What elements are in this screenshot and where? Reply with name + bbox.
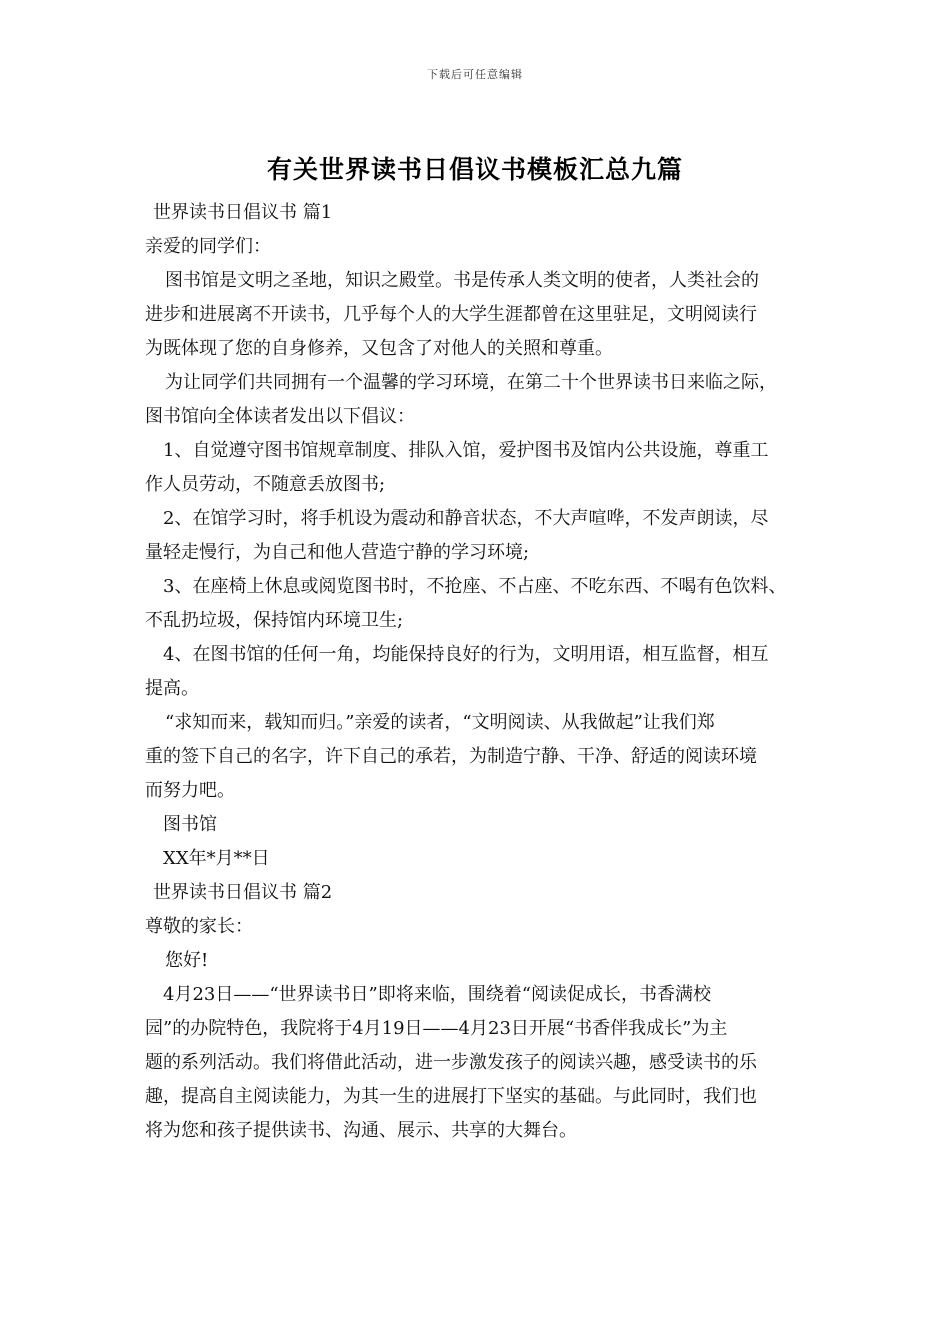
paragraph-line: 为既体现了您的自身修养，又包含了对他人的关照和尊重。 [145,338,613,359]
list-item-line: 2、在馆学习时，将手机设为震动和静音状态，不大声喧哗，不发声朗读，尽 [163,508,769,529]
signature-org: 图书馆 [163,814,217,835]
paragraph-line: 重的签下自己的名字，许下自己的承若，为制造宁静、干净、舒适的阅读环境 [145,746,757,767]
paragraph-line: 4月23日——“世界读书日”即将来临，围绕着“阅读促成长，书香满校 [163,984,711,1005]
list-item-line: 4、在图书馆的任何一角，均能保持良好的行为，文明用语，相互监督，相互 [163,644,769,665]
paragraph-line: 图书馆向全体读者发出以下倡议： [145,406,415,427]
list-item-line: 提高。 [145,678,199,699]
list-item-line: 不乱扔垃圾，保持馆内环境卫生; [145,610,404,631]
document-title: 有关世界读书日倡议书模板汇总九篇 [266,155,683,184]
list-item-line: 3、在座椅上休息或阅览图书时，不抢座、不占座、不吃东西、不喝有色饮料、 [163,576,787,597]
paragraph-line: 而努力吧。 [145,780,235,801]
header-note: 下载后可任意编辑 [427,68,523,81]
list-item-line: 量轻走慢行，为自己和他人营造宁静的学习环境; [145,542,530,563]
paragraph-line: 将为您和孩子提供读书、沟通、展示、共享的大舞台。 [145,1120,577,1141]
greeting: 您好! [165,950,209,971]
paragraph-line: 图书馆是文明之圣地，知识之殿堂。书是传承人类文明的使者，人类社会的 [165,270,759,291]
paragraph-line: 趣，提高自主阅读能力，为其一生的进展打下坚实的基础。与此同时，我们也 [145,1086,757,1107]
paragraph-line: 题的系列活动。我们将借此活动，进一步激发孩子的阅读兴趣，感受读书的乐 [145,1052,757,1073]
section-heading: 世界读书日倡议书 篇1 [153,202,333,223]
paragraph-line: 园”的办院特色，我院将于4月19日——4月23日开展“书香伴我成长”为主 [145,1018,728,1039]
document-body [145,196,815,1148]
salutation: 亲爱的同学们： [145,236,271,257]
paragraph-line: 为让同学们共同拥有一个温馨的学习环境，在第二十个世界读书日来临之际， [165,372,777,393]
paragraph-line: “求知而来，载知而归。”亲爱的读者，“文明阅读、从我做起”让我们郑 [165,712,715,733]
section-heading: 世界读书日倡议书 篇2 [153,882,333,903]
signature-date: XX年*月**日 [163,848,270,869]
list-item-line: 作人员劳动，不随意丢放图书; [145,474,386,495]
list-item-line: 1、自觉遵守图书馆规章制度、排队入馆，爱护图书及馆内公共设施，尊重工 [163,440,769,461]
salutation: 尊敬的家长： [145,916,253,937]
paragraph-line: 进步和进展离不开读书，几乎每个人的大学生涯都曾在这里驻足，文明阅读行 [145,304,757,325]
